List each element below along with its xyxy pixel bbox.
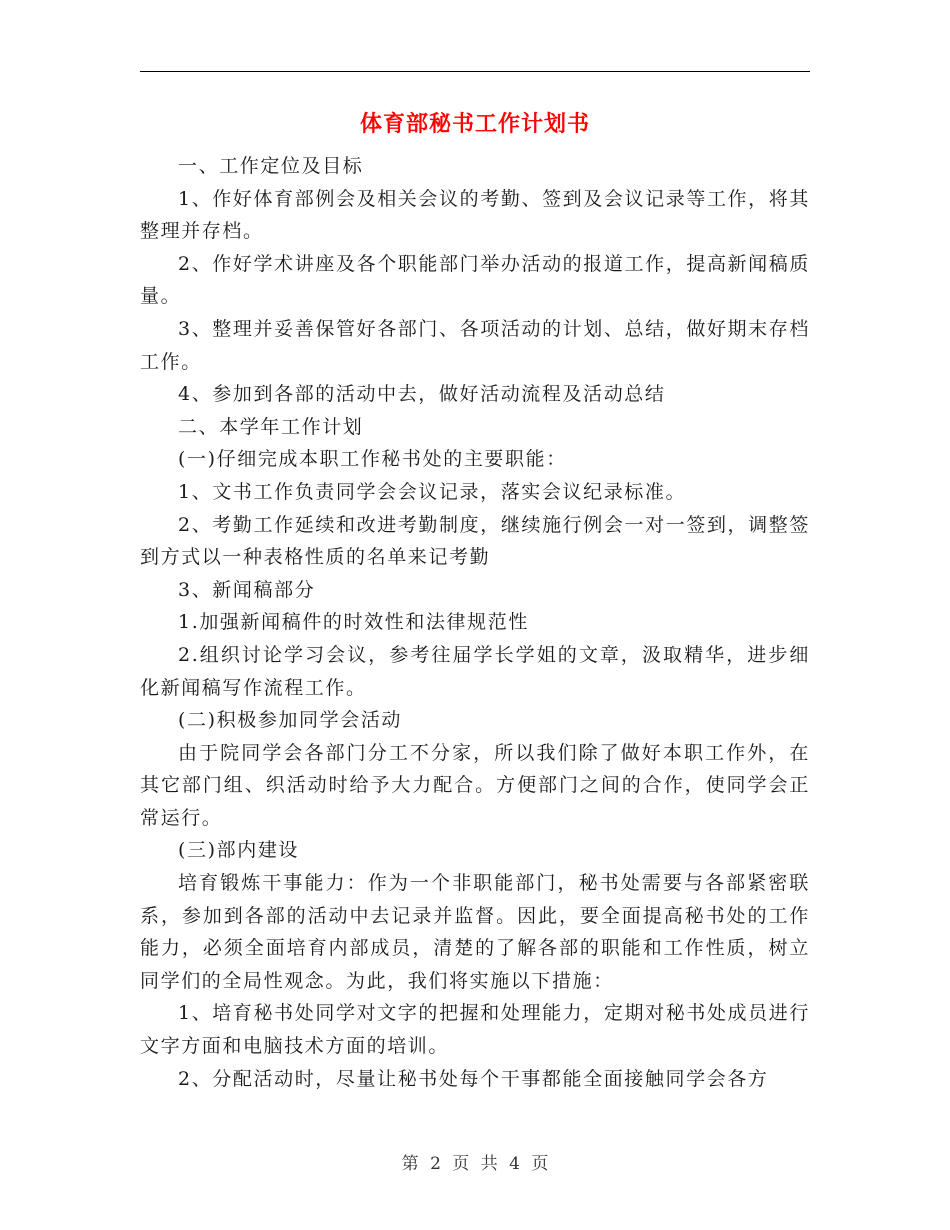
paragraph: 培育锻炼干事能力：作为一个非职能部门，秘书处需要与各部紧密联系，参加到各部的活动中去记录并监督。因此，要全面提高秘书处的工作能力，必须全面培育内部成员，清楚的了解各部的职能和工作性质，树立同学们的全局性观念。为此，我们将实施以下措施： [140, 872, 810, 992]
paragraph: 3、新闻稿部分 [178, 578, 316, 601]
section-heading-1: 一、工作定位及目标 [178, 155, 364, 177]
document-body [140, 150, 810, 1095]
subsection-heading: (一)仔细完成本职工作秘书处的主要职能： [178, 448, 567, 471]
paragraph: 4、参加到各部的活动中去，做好活动流程及活动总结 [178, 383, 666, 406]
paragraph: 1、作好体育部例会及相关会议的考勤、签到及会议记录等工作，将其整理并存档。 [140, 187, 810, 243]
section-heading-2: 二、本学年工作计划 [178, 415, 364, 438]
paragraph: 2、分配活动时，尽量让秘书处每个干事都能全面接触同学会各方 [178, 1067, 769, 1090]
paragraph: 2.组织讨论学习会议，参考往届学长学姐的文章，汲取精华，进步细化新闻稿写作流程工作。 [140, 643, 810, 699]
subsection-heading: (二)积极参加同学会活动 [178, 709, 403, 732]
document-title: 体育部秘书工作计划书 [359, 111, 590, 137]
paragraph: 2、考勤工作延续和改进考勤制度，继续施行例会一对一签到，调整签到方式以一种表格性质的名单来记考勤 [140, 513, 810, 569]
page-number: 第 2 页 共 4 页 [401, 1154, 549, 1174]
paragraph: 1、文书工作负责同学会会议记录，落实会议纪录标准。 [178, 480, 687, 503]
header-rule [140, 71, 810, 72]
paragraph: 由于院同学会各部门分工不分家，所以我们除了做好本职工作外，在其它部门组、织活动时给予大力配合。方便部门之间的合作，使同学会正常运行。 [140, 741, 810, 829]
paragraph: 1、培育秘书处同学对文字的把握和处理能力，定期对秘书处成员进行文字方面和电脑技术方面的培训。 [140, 1002, 810, 1058]
subsection-heading: (三)部内建设 [178, 839, 300, 862]
paragraph: 2、作好学术讲座及各个职能部门举办活动的报道工作，提高新闻稿质量。 [140, 252, 810, 308]
paragraph: 1.加强新闻稿件的时效性和法律规范性 [178, 611, 529, 634]
paragraph: 3、整理并妥善保管好各部门、各项活动的计划、总结，做好期末存档工作。 [140, 317, 810, 373]
